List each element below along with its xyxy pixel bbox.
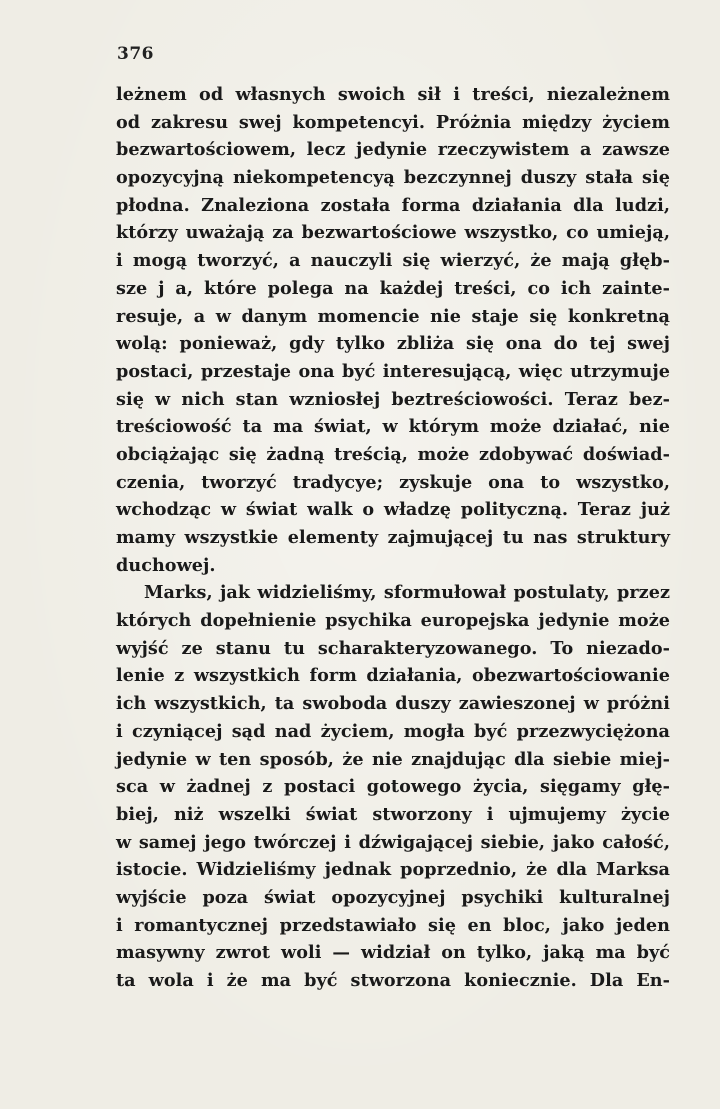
text-line: mamy wszystkie elementy zajmującej tu nas struktury — [116, 527, 670, 548]
text-line-paragraph-start: Marks, jak widzieliśmy, sformułował postulaty, przez — [144, 582, 670, 604]
text-line: obciążając się żadną treścią, może zdobywać doświad- — [116, 443, 670, 465]
text-line: masywny zwrot woli — widział on tylko, jaką ma być — [116, 942, 670, 964]
text-line: i czyniącej sąd nad życiem, mogła być przezwyciężona — [116, 720, 670, 742]
text-line: których dopełnienie psychika europejska jedynie może — [116, 610, 670, 632]
text-line-paragraph-end: duchowej. — [116, 554, 216, 576]
text-line: wolą: ponieważ, gdy tylko zbliża się ona do tej swej — [116, 333, 670, 355]
text-line: treściowość ta ma świat, w którym może działać, nie — [116, 416, 670, 438]
text-line: którzy uważają za bezwartościowe wszystko, co umieją, — [116, 222, 670, 244]
page-number: 376 — [117, 44, 154, 64]
text-line: biej, niż wszelki świat stworzony i ujmujemy życie — [116, 803, 670, 825]
text-line: istocie. Widzieliśmy jednak poprzednio, że dla Marksa — [116, 859, 670, 881]
text-line: postaci, przestaje ona być interesującą, więc utrzymuje — [116, 360, 670, 382]
body-text — [116, 81, 670, 995]
text-line: i romantycznej przedstawiało się en bloc, jako jeden — [116, 914, 670, 936]
text-line: lenie z wszystkich form działania, obezwartościowanie — [116, 665, 670, 687]
text-line: i mogą tworzyć, a nauczyli się wierzyć, że mają głęb- — [116, 250, 670, 272]
text-line: się w nich stan wzniosłej beztreściowości. Teraz bez- — [116, 388, 670, 410]
text-line: sca w żadnej z postaci gotowego życia, sięgamy głę- — [116, 776, 670, 798]
text-line: wyjście poza świat opozycyjnej psychiki kulturalnej — [116, 886, 670, 908]
text-line: od zakresu swej kompetencyi. Próżnia między życiem — [116, 111, 670, 133]
text-line: wchodząc w świat walk o władzę polityczną. Teraz już — [116, 499, 670, 521]
text-line: sze j a, które polega na każdej treści, co ich zainte- — [116, 277, 670, 299]
text-line: ta wola i że ma być stworzona koniecznie. Dla En- — [116, 970, 670, 991]
text-line: jedynie w ten sposób, że nie znajdując dla siebie miej- — [116, 748, 670, 770]
text-line: czenia, tworzyć tradycye; zyskuje ona to wszystko, — [116, 471, 670, 493]
text-line: wyjść ze stanu tu scharakteryzowanego. To niezado- — [116, 637, 670, 659]
text-line: bezwartościowem, lecz jedynie rzeczywistem a zawsze — [116, 139, 670, 161]
text-line: leżnem od własnych swoich sił i treści, niezależnem — [116, 84, 670, 105]
text-line: opozycyjną niekompetencyą bezczynnej duszy stała się — [116, 167, 670, 189]
text-line: resuje, a w danym momencie nie staje się konkretną — [116, 305, 670, 327]
text-line: w samej jego twórczej i dźwigającej siebie, jako całość, — [116, 831, 670, 853]
text-line: ich wszystkich, ta swoboda duszy zawieszonej w próżni — [116, 693, 670, 715]
text-line: płodna. Znaleziona została forma działania dla ludzi, — [116, 194, 670, 216]
